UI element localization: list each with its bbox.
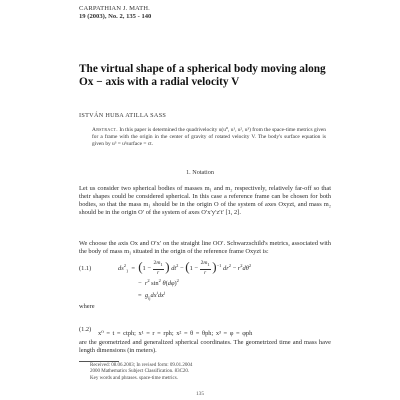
paragraph-metrics: We choose the axis Ox and O′x′ on the straight line OO′. Schwarzschild's metrics, associated with the body of mass m₁ situated in the origin of the reference frame Oxyzt is: [79,240,331,256]
footnote-divider [79,361,119,362]
equation-1-1-line1: $ds^2_1 = (1$ − $\frac{2m_1}{r}$ ) $dt^2 - (1$ − $\frac{2m_1}{r}$ )$^{-1}$ $dr^2 - r^2d\theta^2$ [118,259,252,277]
abstract-label: Abstract. [92,127,118,133]
author-name: ISTVÁN HUBA ATILLA SASS [79,112,167,119]
journal-issue: 19 (2003), No. 2, 135 - 140 [79,13,152,20]
paragraph-coordinates: are the geometrized and generalized spherical coordinates. The geometrized time and mass have length dimensions (in meters). [79,339,331,355]
equation-1-1-line2: − $r^2$ $\sin^2 \theta(d\varphi)^2$ [138,278,179,288]
abstract [92,127,326,149]
section-heading: 1. Notation [186,169,214,176]
equation-1-2: x⁰ = t = ctph; x¹ = r = rph; x² = θ = θph; x³ = φ = φph [98,330,253,337]
equation-1-1-line3: = $g_{ij}dx^idx^j$ [138,290,166,301]
equation-label-1-2: (1.2) [79,326,92,333]
journal-header [79,5,151,21]
page-number: 135 [195,391,205,397]
abstract-text: In this paper is determined the quadrivelocity u(u⁰, u¹, u², u³) from the space-time metrics given for a frame with the origin in the center of gravity of rotated velocity V. The body's surface equation is given by u³ = u³surface = ct. [92,127,326,148]
paragraph-intro: Let us consider two spherical bodies of masses m₁ and m₂ respectively, relatively far-off so that their shapes could be considered spherical. In this case a reference frame can be chosen for both bodies, so that the mass m₁ should be in the origin O of the system of axes Oxyzt, and mass m₂ should be in the origin O′ of the system of axes O′x′y′z′t′ [1, 2]. [79,185,331,217]
paper-title: The virtual shape of a spherical body moving along Ox − axis with a radial velocity V [79,63,326,88]
footnotes [90,363,192,382]
footnote-keywords: Key words and phrases. space-time metrics. [90,375,178,381]
where-text: where [79,303,95,310]
footnote-received: Received: 08.06.2003; In revised form: 09.01.2004 [90,363,193,368]
footnote-msc: 2000 Mathematics Subject Classification. 83C20. [90,369,190,375]
equation-label-1-1: (1.1) [79,265,92,272]
journal-name: CARPATHIAN J. MATH. [79,5,150,12]
